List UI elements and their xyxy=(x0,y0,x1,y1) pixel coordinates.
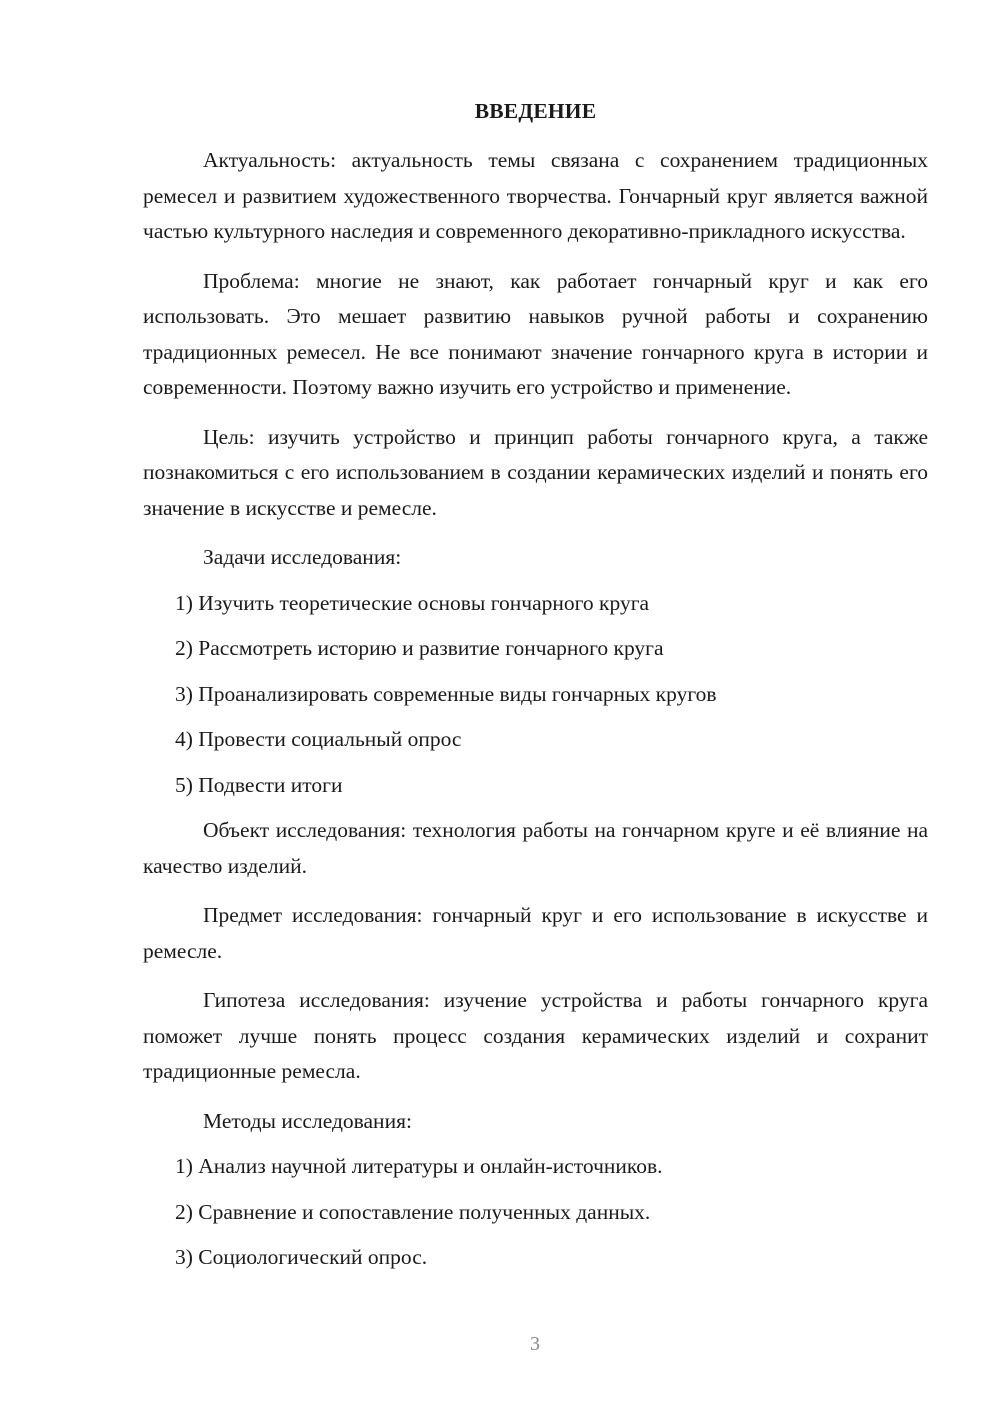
list-item: 4) Провести социальный опрос xyxy=(175,727,462,751)
methods-heading: Методы исследования: xyxy=(203,1108,412,1133)
list-item: 1) Анализ научной литературы и онлайн-источников. xyxy=(175,1154,663,1178)
section-title: ВВЕДЕНИЕ xyxy=(474,99,597,123)
tasks-heading: Задачи исследования: xyxy=(203,545,402,569)
list-item: 3) Социологический опрос. xyxy=(175,1245,428,1269)
document-page xyxy=(143,94,928,1286)
subject-paragraph: Предмет исследования: гончарный круг и его использование в искусстве и ремесле. xyxy=(143,903,928,963)
list-item: 2) Сравнение и сопоставление полученных данных. xyxy=(175,1199,651,1224)
relevance-paragraph: Актуальность: актуальность темы связана с сохранением традиционных ремесел и развитием художественного творчества. Гончарный круг является важной частью культурного наследия и современного декоративно-прикладного искусства. xyxy=(143,148,928,243)
tasks-list xyxy=(143,586,928,804)
object-paragraph: Объект исследования: технология работы на гончарном круге и её влияние на качество изделий. xyxy=(143,818,928,878)
list-item: 1) Изучить теоретические основы гончарного круга xyxy=(175,590,650,615)
hypothesis-paragraph: Гипотеза исследования: изучение устройства и работы гончарного круга поможет лучше понять процесс создания керамических изделий и сохранит традиционные ремесла. xyxy=(143,988,928,1083)
list-item: 3) Проанализировать современные виды гончарных кругов xyxy=(175,681,717,706)
goal-paragraph: Цель: изучить устройство и принцип работы гончарного круга, а также познакомиться с его использованием в создании керамических изделий и понять его значение в искусстве и ремесле. xyxy=(143,424,928,520)
methods-list xyxy=(143,1149,928,1276)
list-item: 5) Подвести итоги xyxy=(175,772,343,797)
list-item: 2) Рассмотреть историю и развитие гончарного круга xyxy=(175,636,664,660)
problem-paragraph: Проблема: многие не знают, как работает гончарный круг и как его использовать. Это мешает развитию навыков ручной работы и сохранению традиционных ремесел. Не все понимают значение гончарного круга в истории и современности. Поэтому важно изучить его устройство и применение. xyxy=(143,268,928,399)
page-number: 3 xyxy=(530,1333,540,1355)
